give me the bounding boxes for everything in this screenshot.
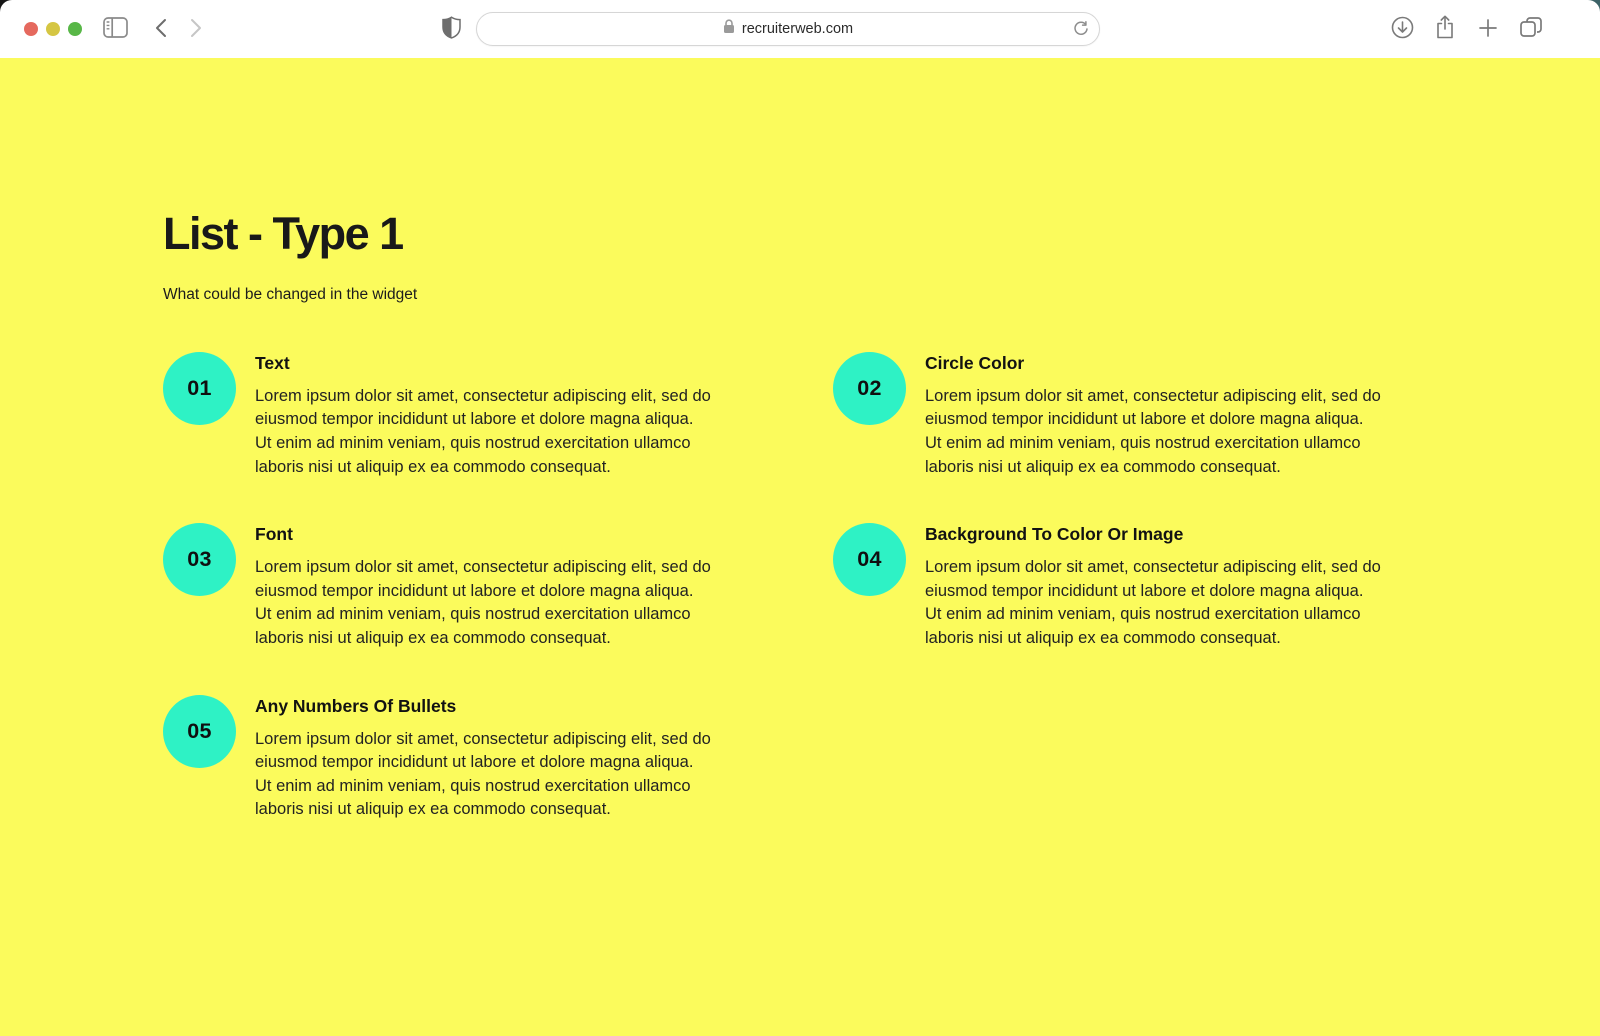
bullet-number-circle xyxy=(163,695,236,768)
page-title: List - Type 1 xyxy=(163,208,403,259)
reload-icon xyxy=(1073,21,1089,40)
bullet-number: 04 xyxy=(857,547,882,572)
forward-icon xyxy=(190,18,202,41)
back-button[interactable] xyxy=(149,0,173,58)
item-body: Lorem ipsum dolor sit amet, consectetur adipiscing elit, sed do eiusmod tempor incididunt ut labore et dolore magna aliqua. Ut enim ad minim veniam, quis nostrud exercitation ullamco laboris nisi ut aliquip ex ea commodo consequat. xyxy=(255,386,711,476)
bullet-number: 05 xyxy=(187,718,212,743)
bullet-number: 03 xyxy=(187,547,212,572)
tab-overview-button[interactable] xyxy=(1516,0,1546,58)
share-icon xyxy=(1435,15,1455,43)
item-title: Font xyxy=(255,524,293,545)
sidebar-toggle-icon xyxy=(103,17,128,41)
item-body: Lorem ipsum dolor sit amet, consectetur adipiscing elit, sed do eiusmod tempor incididunt ut labore et dolore magna aliqua. Ut enim ad minim veniam, quis nostrud exercitation ullamco laboris nisi ut aliquip ex ea commodo consequat. xyxy=(925,558,1381,647)
item-body: Lorem ipsum dolor sit amet, consectetur adipiscing elit, sed do eiusmod tempor incididunt ut labore et dolore magna aliqua. Ut enim ad minim veniam, quis nostrud exercitation ullamco laboris nisi ut aliquip ex ea commodo consequat. xyxy=(255,729,711,819)
list-item-text xyxy=(255,523,714,650)
lock-icon xyxy=(723,19,735,39)
list-item xyxy=(163,695,714,822)
list-item xyxy=(163,523,714,650)
privacy-report-button[interactable] xyxy=(438,0,464,58)
address-bar[interactable] xyxy=(476,12,1100,46)
item-title: Any Numbers Of Bullets xyxy=(255,695,457,716)
item-title: Circle Color xyxy=(925,352,1025,373)
list-item xyxy=(833,523,1384,650)
list-item xyxy=(163,352,714,479)
zoom-button[interactable] xyxy=(68,22,82,36)
back-icon xyxy=(155,18,167,41)
share-button[interactable] xyxy=(1432,0,1458,58)
item-title: Text xyxy=(255,352,290,373)
reload-button[interactable] xyxy=(1073,13,1089,47)
bullet-number-circle xyxy=(163,523,236,596)
url-text: recruiterweb.com xyxy=(741,21,854,37)
new-tab-icon xyxy=(1478,18,1498,41)
bullet-number-circle xyxy=(833,523,906,596)
bullet-list xyxy=(163,352,1600,822)
browser-toolbar xyxy=(0,0,1600,58)
downloads-button[interactable] xyxy=(1389,0,1415,58)
item-title: Background To Color Or Image xyxy=(925,524,1184,545)
bullet-number-circle xyxy=(833,352,906,425)
bullet-number: 02 xyxy=(857,375,882,400)
sidebar-toggle-button[interactable] xyxy=(101,0,129,58)
close-button[interactable] xyxy=(24,22,38,36)
item-body: Lorem ipsum dolor sit amet, consectetur adipiscing elit, sed do eiusmod tempor incididunt ut labore et dolore magna aliqua. Ut enim ad minim veniam, quis nostrud exercitation ullamco laboris nisi ut aliquip ex ea commodo consequat. xyxy=(925,386,1381,476)
download-icon xyxy=(1391,16,1414,42)
list-item-text xyxy=(925,352,1384,479)
bullet-number-circle xyxy=(163,352,236,425)
list-item xyxy=(833,352,1384,479)
item-body: Lorem ipsum dolor sit amet, consectetur adipiscing elit, sed do eiusmod tempor incididunt ut labore et dolore magna aliqua. Ut enim ad minim veniam, quis nostrud exercitation ullamco laboris nisi ut aliquip ex ea commodo consequat. xyxy=(255,558,711,647)
list-item-text xyxy=(925,523,1384,650)
page-subtitle: What could be changed in the widget xyxy=(163,285,418,303)
bullet-number: 01 xyxy=(187,375,212,400)
shield-icon xyxy=(442,16,461,42)
web-page-content xyxy=(0,58,1600,1036)
forward-button[interactable] xyxy=(184,0,208,58)
list-item-text xyxy=(255,352,714,479)
traffic-lights xyxy=(24,22,82,36)
list-item-text xyxy=(255,695,714,822)
tab-overview-icon xyxy=(1519,16,1543,43)
minimize-button[interactable] xyxy=(46,22,60,36)
new-tab-button[interactable] xyxy=(1475,0,1501,58)
